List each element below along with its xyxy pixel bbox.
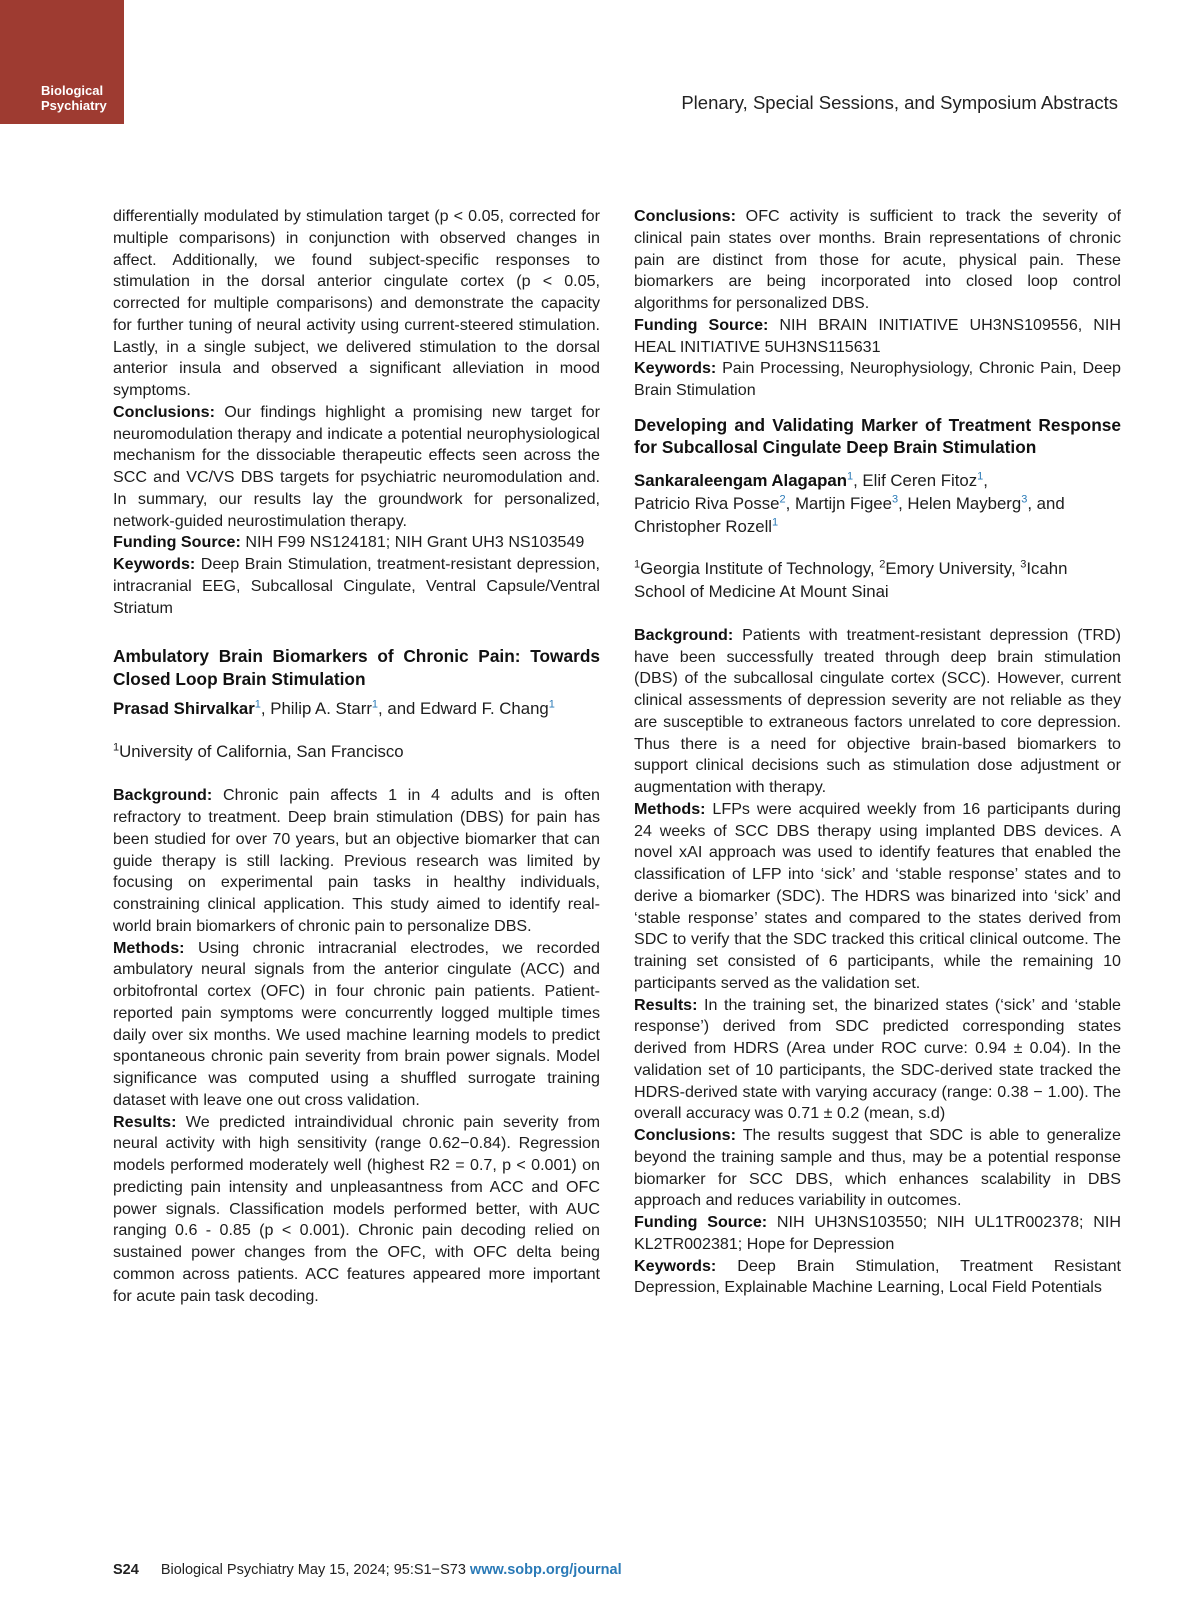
funding-paragraph [113, 532, 600, 554]
keywords-label: Keywords: [113, 555, 196, 573]
keywords-text: Deep Brain Stimulation, treatment-resistant depression, intracranial EEG, Subcallosal Cingulate, Ventral Capsule/Ventral Striatum [113, 555, 600, 617]
author-name: Christopher Rozell [634, 516, 773, 536]
conclusions-text: Our findings highlight a promising new target for neuromodulation therapy and indicate a potential neurophysiological mechanism for the dissociable therapeutic effects seen across the SCC and VC/VS DBS targets for psychiatric neuromodulation and. In summary, our results lay the groundwork for personalized, network-guided neurostimulation therapy. [113, 402, 600, 530]
background-label: Background: [113, 786, 213, 805]
affiliation-text: Georgia Institute of Technology, [640, 558, 880, 578]
keywords-paragraph [634, 358, 1121, 402]
affiliation-text: Icahn School of Medicine At Mount Sinai [634, 558, 1068, 601]
results-text: We predicted intraindividual chronic pain severity from neural activity with high sensitivity (range 0.62−0.84). Regression models performed moderately well (highest R2 = 0.7, p < 0.001) on predicting pain intensity and unpleasantness from ACC and OFC power signals. Classification models performed better, with AUC ranging 0.6 - 0.85 (p < 0.001). Chronic pain decoding relied on sustained power changes from the OFC, with OFC delta being common across patients. ACC features appeared more important for acute pain task decoding. [113, 1112, 600, 1305]
author-affil-sup: 2 [779, 493, 786, 506]
conclusions-label: Conclusions: [634, 207, 736, 225]
author-name: , Philip A. Starr [260, 699, 372, 719]
affiliation [634, 557, 1121, 603]
results-label: Results: [113, 1112, 177, 1131]
results-paragraph [634, 995, 1121, 1126]
funding-text: NIH UH3NS103550; NIH UL1TR002378; NIH KL2TR002381; Hope for Depression [634, 1213, 1121, 1253]
methods-label: Methods: [113, 938, 185, 957]
funding-paragraph [634, 1212, 1121, 1256]
conclusions-paragraph [634, 206, 1121, 315]
author-affil-sup: 1 [846, 470, 854, 483]
journal-logo-badge [0, 0, 124, 124]
methods-paragraph [634, 799, 1121, 995]
results-text: In the training set, the binarized states (‘sick’ and ‘stable response’) derived from SDC predicted corresponding states derived from HDRS (Area under ROC curve: 0.94 ± 0.04). In the validation set of 10 participants, the SDC-derived state tracked the HDRS-derived state with varying accuracy (range: 0.38 − 1.00). The overall accuracy was 0.71 ± 0.2 (mean, s.d) [634, 995, 1121, 1123]
funding-label: Funding Source: [634, 315, 769, 334]
background-paragraph [634, 625, 1121, 799]
background-text: Patients with treatment-resistant depression (TRD) have been successfully treated through deep brain stimulation (DBS) of the subcallosal cingulate cortex (SCC). However, current clinical assessments of depression severity are not reliable as they are susceptible to extraneous factors unrelated to core depression. Thus there is a need for objective brain-based biomarkers to support clinical decisions such as stimulation dose adjustment or augmentation with therapy. [634, 625, 1121, 796]
keywords-text: Pain Processing, Neurophysiology, Chronic Pain, Deep Brain Stimulation [634, 359, 1121, 399]
keywords-paragraph [634, 1256, 1121, 1300]
author-name: , Helen Mayberg [898, 493, 1022, 513]
affiliation-sup: 2 [879, 558, 886, 571]
author-affil-sup: 1 [772, 516, 779, 529]
author-name: , and Edward F. Chang [378, 699, 549, 719]
author-affil-sup: 3 [891, 493, 899, 506]
results-paragraph [113, 1112, 600, 1308]
abstract-title: Developing and Validating Marker of Treatment Response for Subcallosal Cingulate Deep Brain Stimulation [634, 414, 1121, 458]
abstract-title: Ambulatory Brain Biomarkers of Chronic Pain: Towards Closed Loop Brain Stimulation [113, 646, 600, 689]
background-label: Background: [634, 625, 734, 644]
conclusions-paragraph [634, 1125, 1121, 1212]
author-separator: , and [1027, 493, 1065, 513]
journal-logo-line2: Psychiatry [41, 98, 107, 113]
author-name: Patricio Riva Posse [634, 493, 780, 513]
first-author: Sankaraleengam Alagapan [634, 470, 847, 490]
author-affil-sup: 1 [548, 698, 555, 711]
affiliation-sup: 1 [113, 741, 120, 754]
journal-logo-line1: Biological [41, 83, 104, 98]
funding-paragraph [634, 315, 1121, 359]
keywords-text: Deep Brain Stimulation, Treatment Resistant Depression, Explainable Machine Learning, Local Field Potentials [634, 1256, 1121, 1297]
keywords-label: Keywords: [634, 1256, 717, 1275]
background-paragraph [113, 785, 600, 937]
background-text: Chronic pain affects 1 in 4 adults and is often refractory to treatment. Deep brain stimulation (DBS) for pain has been studied for over 70 years, but an objective biomarker that can guide therapy is still lacking. Previous research was limited by focusing on experimental pain tasks in healthy individuals, constraining clinical application. This study aimed to identify real-world brain biomarkers of chronic pain to personalize DBS. [113, 786, 600, 935]
journal-url-link[interactable]: www.sobp.org/journal [469, 1562, 622, 1578]
keywords-paragraph [113, 554, 600, 619]
right-column [634, 206, 1121, 1299]
left-column [113, 206, 600, 1307]
methods-label: Methods: [634, 799, 706, 818]
first-author: Prasad Shirvalkar [113, 699, 255, 719]
funding-label: Funding Source: [113, 533, 241, 552]
funding-text: NIH F99 NS124181; NIH Grant UH3 NS103549 [245, 533, 585, 552]
page-footer [113, 1562, 622, 1578]
conclusions-label: Conclusions: [113, 402, 215, 421]
keywords-label: Keywords: [634, 359, 717, 378]
continued-results-text: differentially modulated by stimulation target (p < 0.05, corrected for multiple comparisons) in conjunction with observed changes in affect. Additionally, we found subject-specific responses to stimulation in the dorsal anterior cingulate cortex (p < 0.05, corrected for multiple comparisons) and demonstrate the capacity for further tuning of neural activity using current-steered stimulation. Lastly, in a single subject, we delivered stimulation to the dorsal anterior insula and observed a significant alleviation in mood symptoms. [113, 207, 600, 399]
funding-text: NIH BRAIN INITIATIVE UH3NS109556, NIH HEAL INITIATIVE 5UH3NS115631 [634, 315, 1121, 356]
affiliation-sup: 1 [634, 558, 641, 571]
affiliation-text: Emory University, [885, 558, 1021, 578]
author-name: , Martijn Figee [785, 493, 892, 513]
methods-paragraph [113, 938, 600, 1112]
author-affil-sup: 3 [1021, 493, 1028, 506]
journal-logo-text [41, 83, 107, 113]
affiliation-sup: 3 [1020, 558, 1027, 571]
author-affil-sup: 1 [371, 698, 379, 711]
results-label: Results: [634, 995, 698, 1014]
author-list [113, 697, 600, 720]
author-name: , Elif Ceren Fitoz [853, 470, 978, 490]
affiliation [113, 740, 600, 763]
affiliation-text: University of California, San Francisco [119, 742, 404, 762]
author-list [634, 469, 1121, 538]
author-affil-sup: 1 [254, 698, 261, 711]
conclusions-label: Conclusions: [634, 1126, 736, 1144]
journal-citation: Biological Psychiatry May 15, 2024; 95:S1−S73 [160, 1562, 470, 1578]
methods-text: LFPs were acquired weekly from 16 participants during 24 weeks of SCC DBS therapy using implanted DBS devices. A novel xAI approach was used to identify features that enabled the classification of LFP into ‘sick’ and ‘stable response’ states and to derive a biomarker (SDC). The HDRS was binarized into ‘sick’ and ‘stable response’ states and compared to the states derived from SDC to verify that the SDC tracked this critical clinical outcome. The training set consisted of 6 participants, while the remaining 10 participants served as the validation set. [634, 799, 1121, 992]
conclusions-text: OFC activity is sufficient to track the severity of clinical pain states over months. Brain representations of chronic pain are distinct from those for acute, physical pain. These biomarkers are being incorporated into closed loop control algorithms for personalized DBS. [634, 207, 1121, 312]
methods-text: Using chronic intracranial electrodes, we recorded ambulatory neural signals from the anterior cingulate (ACC) and orbitofrontal cortex (OFC) in four chronic pain patients. Patient-reported pain symptoms were concurrently logged multiple times daily over six months. We used machine learning models to predict spontaneous chronic pain severity from brain power signals. Model significance was computed using a shuffled surrogate training dataset with leave one out cross validation. [113, 938, 600, 1109]
conclusions-paragraph [113, 402, 600, 533]
funding-label: Funding Source: [634, 1213, 768, 1231]
running-title: Plenary, Special Sessions, and Symposium Abstracts [681, 92, 1118, 113]
conclusions-text: The results suggest that SDC is able to generalize beyond the training sample and thus, may be a potential response biomarker for SCC DBS, which enhances scalability in DBS approach and reduces variability in outcomes. [634, 1126, 1122, 1210]
page-number: S24 [113, 1562, 139, 1578]
author-affil-sup: 1 [977, 470, 984, 483]
author-separator: , [983, 470, 988, 490]
